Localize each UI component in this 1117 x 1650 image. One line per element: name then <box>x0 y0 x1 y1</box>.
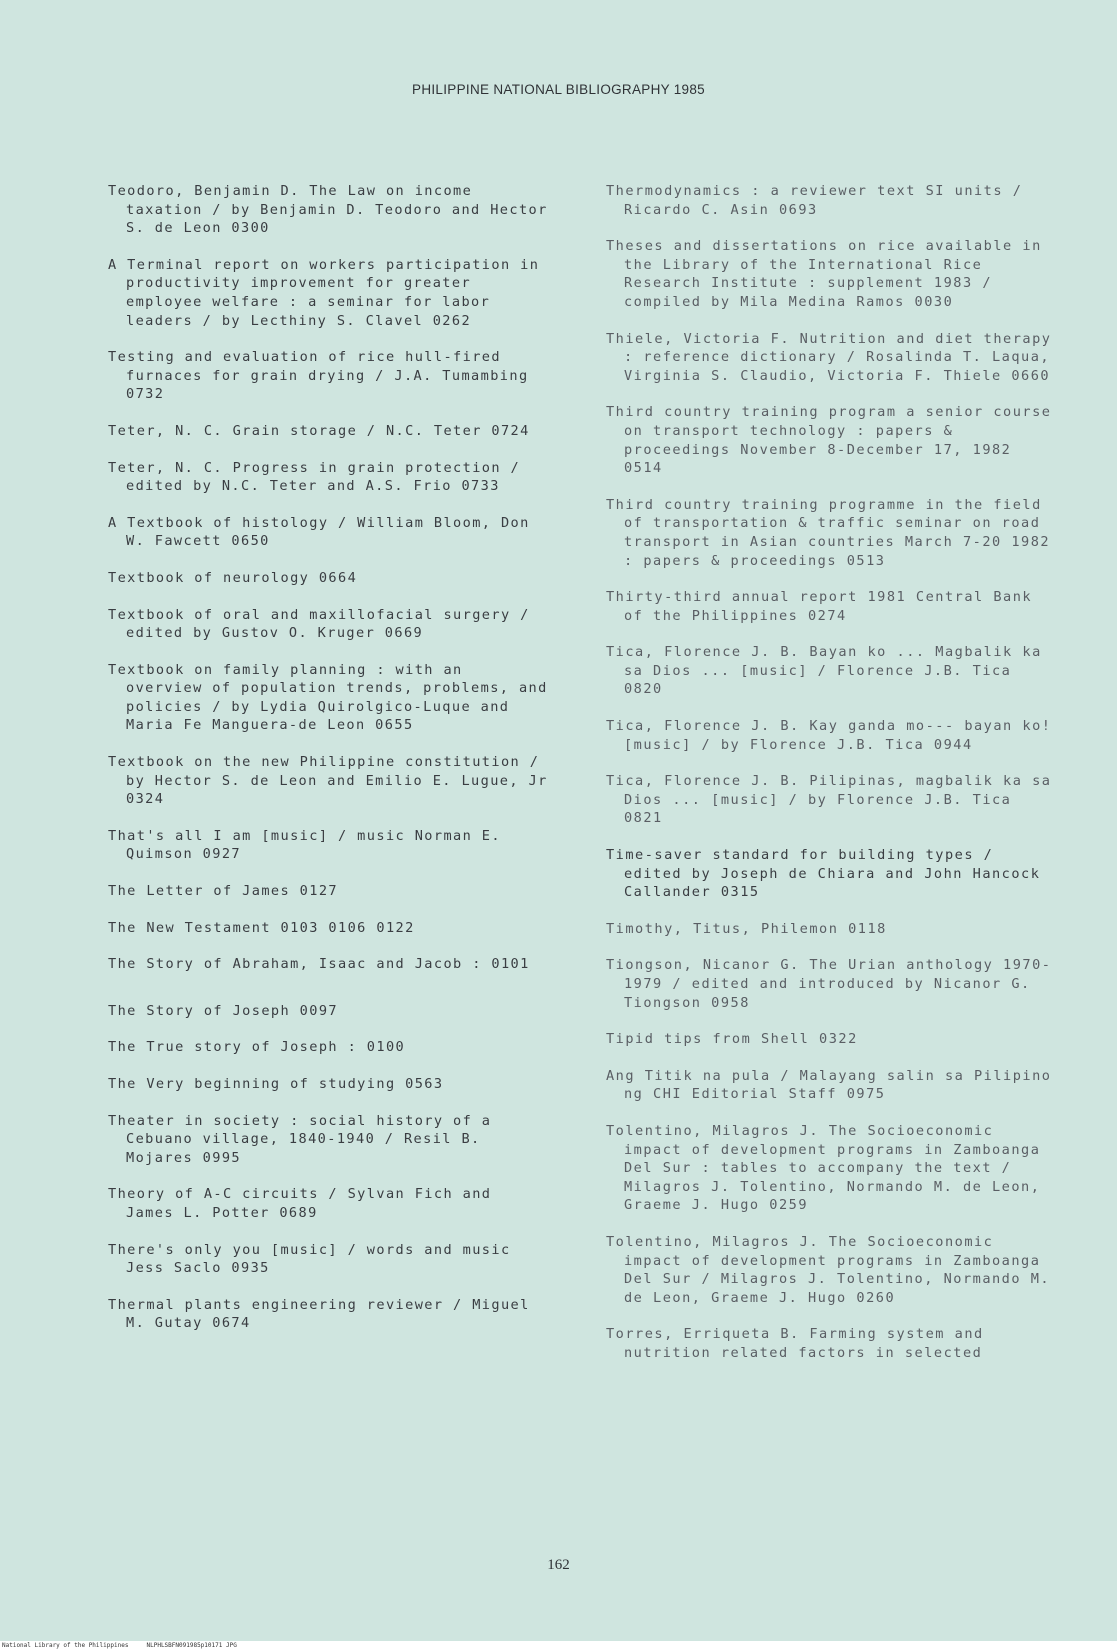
bib-entry: Thermodynamics : a reviewer text SI units / Ricardo C. Asin 0693 <box>606 183 1023 218</box>
bib-entry: Thirty-third annual report 1981 Central Bank of the Philippines 0274 <box>606 589 1033 624</box>
bib-entry: Torres, Erriqueta B. Farming system and nutrition related factors in selected <box>606 1326 984 1361</box>
bib-entry: The Very beginning of studying 0563 <box>108 1076 444 1092</box>
bib-entry: Tica, Florence J. B. Bayan ko ... Magbalik ka sa Dios ... [music] / Florence J.B. Tica 0820 <box>606 644 1042 698</box>
bib-entry: Thermal plants engineering reviewer / Miguel M. Gutay 0674 <box>108 1296 530 1332</box>
bib-entry: Third country training program a senior course on transport technology : papers & proceedings November 8-December 17, 1982 0514 <box>606 404 1052 477</box>
bib-entry: The True story of Joseph : 0100 <box>108 1039 406 1056</box>
bib-entry: Teter, N. C. Progress in grain protection / edited by N.C. Teter and A.S. Frio 0733 <box>108 459 521 495</box>
bib-entry: A Terminal report on workers participation in productivity improvement for greater employee welfare : a seminar for labor leaders / by Lecthiny S. Clavel 0262 <box>108 256 540 329</box>
right-column <box>606 182 1056 1381</box>
bib-entry: Theory of A-C circuits / Sylvan Fich and James L. Potter 0689 <box>108 1186 492 1221</box>
page-number: 162 <box>547 1557 570 1573</box>
bib-entry: Thiele, Victoria F. Nutrition and diet therapy : reference dictionary / Rosalinda T. Laqua, Virginia S. Claudio, Victoria F. Thiele 0660 <box>606 330 1052 384</box>
bib-entry: Theater in society : social history of a Cebuano village, 1840-1940 / Resil B. Mojares 0995 <box>108 1112 492 1166</box>
bib-entry: Time-saver standard for building types / edited by Joseph de Chiara and John Hancock Callander 0315 <box>606 847 1041 901</box>
bib-entry: Tica, Florence J. B. Kay ganda mo--- bayan ko! [music] / by Florence J.B. Tica 0944 <box>606 718 1052 753</box>
bib-entry: Tipid tips from Shell 0322 <box>606 1031 858 1048</box>
bib-entry: Testing and evaluation of rice hull-fired furnaces for grain drying / J.A. Tumambing 0732 <box>108 349 529 403</box>
bib-entry: Teodoro, Benjamin D. The Law on income taxation / by Benjamin D. Teodoro and Hector S. de Leon 0300 <box>108 183 548 237</box>
bib-entry: Tolentino, Milagros J. The Socioeconomic impact of development programs in Zamboanga Del Sur / Milagros J. Tolentino, Normando M. de Leon, Graeme J. Hugo 0260 <box>606 1233 1051 1306</box>
scan-footer: National Library of the Philippines NLPHLSBFN091985p10171 JPG <box>0 1641 1117 1650</box>
bib-entry: Textbook of neurology 0664 <box>108 569 358 586</box>
bib-entry: A Textbook of histology / William Bloom, Don W. Fawcett 0650 <box>108 514 530 550</box>
bib-entry: Teter, N. C. Grain storage / N.C. Teter 0724 <box>108 422 530 439</box>
page-header: PHILIPPINE NATIONAL BIBLIOGRAPHY 1985 <box>412 82 705 97</box>
bib-entry: Textbook on the new Philippine constitution / by Hector S. de Leon and Emilio E. Lugue, Jr 0324 <box>108 754 548 808</box>
bib-entry: That's all I am [music] / music Norman E. Quimson 0927 <box>108 827 501 863</box>
bib-entry: Tiongson, Nicanor G. The Urian anthology 1970-1979 / edited and introduced by Nicanor G. Tiongson 0958 <box>606 957 1052 1011</box>
bib-entry: The Letter of James 0127 <box>108 883 339 900</box>
bib-entry: The Story of Joseph 0097 <box>108 1002 339 1019</box>
bib-entry: There's only you [music] / words and music Jess Saclo 0935 <box>108 1241 511 1277</box>
bib-entry: Textbook of oral and maxillofacial surgery / edited by Gustov O. Kruger 0669 <box>108 606 530 642</box>
left-column <box>108 182 548 1351</box>
bib-entry: Theses and dissertations on rice available in the Library of the International Rice Research Institute : supplement 1983 / compiled by Mila Medina Ramos 0030 <box>606 238 1042 310</box>
bib-entry: The Story of Abraham, Isaac and Jacob : 0101 <box>108 956 530 973</box>
bib-entry: The New Testament 0103 0106 0122 <box>108 919 415 936</box>
bib-entry: Ang Titik na pula / Malayang salin sa Pilipino ng CHI Editorial Staff 0975 <box>606 1067 1052 1103</box>
bib-entry: Third country training programme in the field of transportation & traffic seminar on road transport in Asian countries March 7-20 1982 : papers & proceedings 0513 <box>606 496 1051 569</box>
bib-entry: Tica, Florence J. B. Pilipinas, magbalik ka sa Dios ... [music] / by Florence J.B. Tica 0821 <box>606 773 1052 827</box>
bib-entry: Textbook on family planning : with an overview of population trends, problems, and policies / by Lydia Quirolgico-Luque and Maria Fe Manguera-de Leon 0655 <box>108 661 548 734</box>
bib-entry: Timothy, Titus, Philemon 0118 <box>606 920 887 937</box>
bib-entry: Tolentino, Milagros J. The Socioeconomic impact of development programs in Zamboanga Del Sur : tables to accompany the text / Milagros J. Tolentino, Normando M. de Leon, Graeme J. Hugo 0259 <box>606 1122 1041 1214</box>
